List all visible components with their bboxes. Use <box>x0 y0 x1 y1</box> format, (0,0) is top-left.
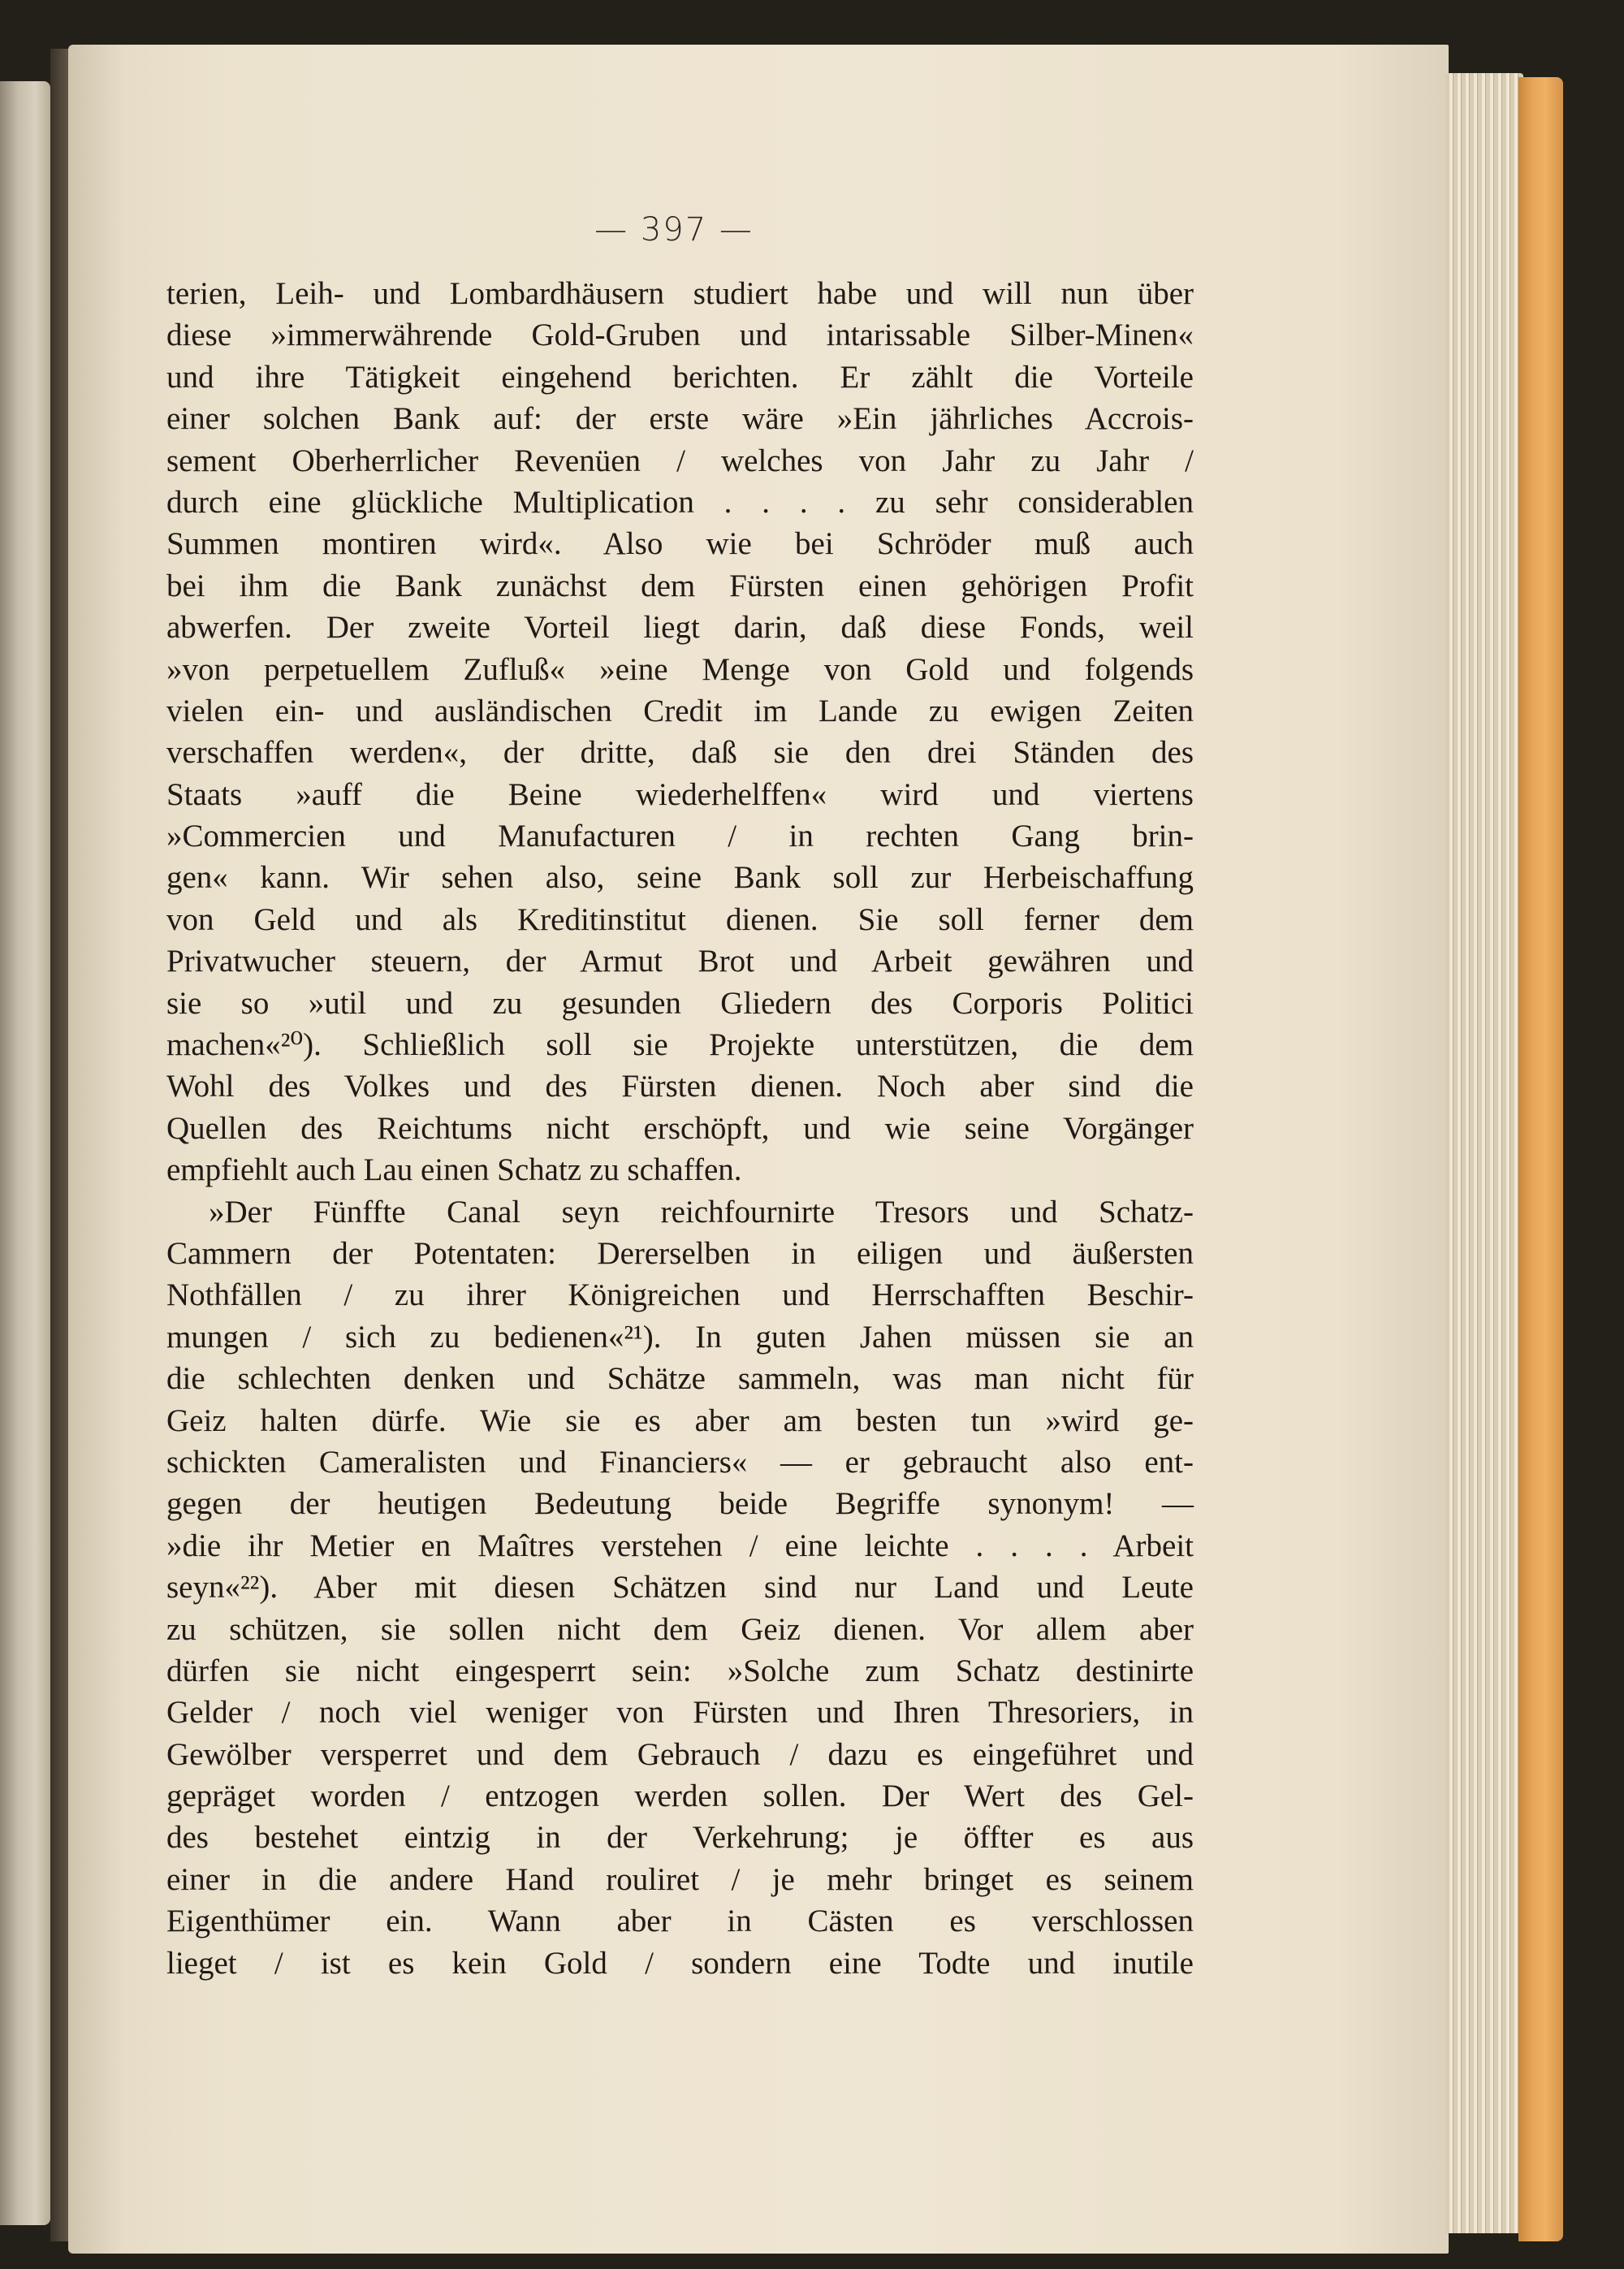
text-line: Gewölber versperret und dem Gebrauch / dazu es eingeführet und <box>166 1736 1194 1772</box>
text-line: seyn«²²). Aber mit diesen Schätzen sind nur Land und Leute <box>166 1570 1194 1606</box>
text-line: »Der Fünffte Canal seyn reichfournirte Tresors und Schatz- <box>209 1194 1194 1230</box>
text-line: von Geld und als Kreditinstitut dienen. Sie soll ferner dem <box>166 901 1194 937</box>
text-line: Cammern der Potentaten: Dererselben in eiligen und äußersten <box>166 1235 1194 1271</box>
text-line: bei ihm die Bank zunächst dem Fürsten einen gehörigen Profit <box>166 568 1194 603</box>
book-cover-edge <box>1518 77 1563 2241</box>
text-line: lieget / ist es kein Gold / sondern eine Todte und inutile <box>166 1945 1194 1981</box>
text-line: terien, Leih- und Lombardhäusern studiert habe und will nun über <box>166 276 1194 311</box>
text-line: Quellen des Reichtums nicht erschöpft, und wie seine Vorgänger <box>166 1110 1194 1146</box>
text-line: »von perpetuellem Zufluß« »eine Menge von Gold und folgends <box>166 651 1194 687</box>
text-line: vielen ein- und ausländischen Credit im Lande zu ewigen Zeiten <box>166 693 1194 728</box>
text-line: Staats »auff die Beine wiederhelffen« wird und viertens <box>166 776 1194 812</box>
text-line: diese »immerwährende Gold-Gruben und intarissable Silber-Minen« <box>166 318 1194 353</box>
text-line: dürfen sie nicht eingesperrt sein: »Solche zum Schatz destinirte <box>166 1653 1194 1688</box>
text-line: empfiehlt auch Lau einen Schatz zu schaffen. <box>166 1152 742 1188</box>
previous-page-edge <box>0 81 50 2225</box>
text-line: einer in die andere Hand rouliret / je mehr bringet es seinem <box>166 1861 1194 1897</box>
text-line: schickten Cameralisten und Financiers« — er gebraucht also ent- <box>166 1444 1194 1480</box>
text-line: Eigenthümer ein. Wann aber in Cästen es verschlossen <box>166 1904 1194 1939</box>
page-body-text <box>166 273 1194 1984</box>
text-line: Privatwucher steuern, der Armut Brot und Arbeit gewähren und <box>166 944 1194 979</box>
text-line: zu schützen, sie sollen nicht dem Geiz dienen. Vor allem aber <box>166 1611 1194 1647</box>
text-line: Gelder / noch viel weniger von Fürsten und Ihren Thresoriers, in <box>166 1695 1194 1731</box>
text-line: gepräget worden / entzogen werden sollen. Der Wert des Gel- <box>166 1778 1194 1814</box>
text-line: sie so »util und zu gesunden Gliedern des Corporis Politici <box>166 985 1194 1021</box>
text-line: Nothfällen / zu ihrer Königreichen und Herrschafften Beschir- <box>166 1277 1194 1313</box>
text-line: des bestehet eintzig in der Verkehrung; je öffter es aus <box>166 1820 1194 1856</box>
text-line: einer solchen Bank auf: der erste wäre »Ein jährliches Accrois- <box>166 401 1194 437</box>
text-line: Summen montiren wird«. Also wie bei Schröder muß auch <box>166 526 1194 562</box>
text-line: und ihre Tätigkeit eingehend berichten. Er zählt die Vorteile <box>166 359 1194 395</box>
text-line: Geiz halten dürfe. Wie sie es aber am besten tun »wird ge- <box>166 1402 1194 1438</box>
text-line: »die ihr Metier en Maîtres verstehen / eine leichte . . . . Arbeit <box>166 1528 1194 1563</box>
text-line: machen«²⁰). Schließlich soll sie Projekte unterstützen, die dem <box>166 1027 1194 1063</box>
text-line: mungen / sich zu bedienen«²¹). In guten Jahen müssen sie an <box>166 1319 1194 1355</box>
text-line: abwerfen. Der zweite Vorteil liegt darin, daß diese Fonds, weil <box>166 610 1194 646</box>
text-line: »Commercien und Manufacturen / in rechten Gang brin- <box>166 819 1194 854</box>
text-line: gegen der heutigen Bedeutung beide Begriffe synonym! — <box>166 1486 1194 1522</box>
text-line: die schlechten denken und Schätze sammeln, was man nicht für <box>166 1361 1194 1397</box>
text-line: Wohl des Volkes und des Fürsten dienen. Noch aber sind die <box>166 1069 1194 1104</box>
page-edges <box>1445 73 1523 2233</box>
text-line: verschaffen werden«, der dritte, daß sie den drei Ständen des <box>166 735 1194 771</box>
page-number: — 397 — <box>594 211 754 249</box>
text-line: durch eine glückliche Multiplication . . . . zu sehr considerablen <box>166 484 1194 520</box>
text-line: gen« kann. Wir sehen also, seine Bank soll zur Herbeischaffung <box>166 860 1194 896</box>
text-line: sement Oberherrlicher Revenüen / welches von Jahr zu Jahr / <box>166 443 1194 478</box>
